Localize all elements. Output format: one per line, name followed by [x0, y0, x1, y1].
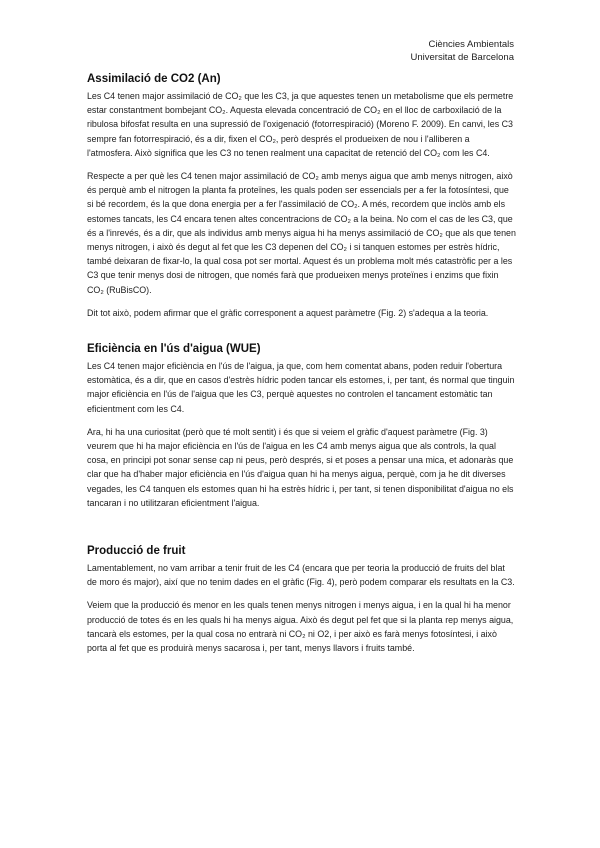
section-co2-assimilation: [87, 72, 517, 320]
document-body: [87, 72, 517, 664]
paragraph: Veiem que la producció és menor en les quals tenen menys nitrogen i menys aigua, i en la qual hi ha menor producció de totes és en les quals hi ha menys aigua. Això és degut pel fet que si la planta rep menys aigua, tancarà els estomes, per la qual cosa no entrarà ni CO₂ ni O2, i per això es farà menys fotosíntesi, i això porta al fet que es produirà menys sacarosa i, per tant, menys llavors i fruits també.: [87, 600, 514, 654]
section-water-use-efficiency: [87, 342, 517, 510]
paragraph: Respecte a per què les C4 tenen major assimilació de CO₂ amb menys aigua que amb menys nitrogen, això és perquè amb el nitrogen la planta fa proteïnes, les quals poden ser essencials per a fer la fotosíntesi, que si bé recordem, és la que dona energia per a fer l'assimilació de CO₂. A més, recordem que inclòs amb els estomes tancats, les C4 encara tenen altes concentracions de CO₂ a la beina. No com el cas de les C3, que és a l'inrevés, és a dir, que als individus amb menys aigua hi ha menys assimilació de CO₂ que als que tenen menys nitrogen, i això és degut al fet que les C3 depenen del CO₂ i si tanquen estomes per estrès hídric, també deixaran de fixar-lo, la qual cosa pot ser mortal. Aquest és un problema molt més catastròfic per a les C3 que tenir menys dosi de nitrogen, que només farà que produeixen menys proteïnes i enzims que fixin CO₂ (RuBisCO).: [87, 171, 516, 295]
paragraph: Lamentablement, no vam arribar a tenir fruit de les C4 (encara que per teoria la producció de fruits del blat de moro és major), així que no tenim dades en el gràfic (Fig. 4), però podem comparar els resultats en la C3.: [87, 563, 515, 588]
paragraph: Dit tot això, podem afirmar que el gràfic corresponent a aquest paràmetre (Fig. 2) s'adequa a la teoria.: [87, 307, 489, 318]
page-header: [411, 38, 515, 64]
header-university: Universitat de Barcelona: [410, 52, 514, 63]
paragraph: Les C4 tenen major eficiència en l'ús de l'aigua, ja que, com hem comentat abans, poden reduir l'obertura estomàtica, és a dir, que en casos d'estrès hídric poden tancar els estomes, i, per tant, és normal que tinguin major eficiència en l'ús de l'aigua que les C3, perquè aquestes no controlen el tancament estomàtic tan eficientment com les C4.: [87, 361, 515, 414]
paragraph: Les C4 tenen major assimilació de CO₂ que les C3, ja que aquestes tenen un metabolisme que els permetre estar constantment bombejant CO₂. Aquesta elevada concentració de CO₂ en el lloc de carboxilació de la ribulosa bifosfat resulta en una supressió de l'oxigenació (fotorrespiració) (Moreno F. 2009). En canvi, les C3 sempre fan fotorrespiració, és a dir, fixen el CO₂, però després el produeixen de nou i l'alliberen a l'atmosfera. Això significa que les C3 no tenen realment una capacitat de retenció del CO₂ com les C4.: [87, 91, 514, 158]
paragraph: Ara, hi ha una curiositat (però que té molt sentit) i és que si veiem el gràfic d'aquest paràmetre (Fig. 3) veurem que hi ha major eficiència en l'ús de l'aigua en les C4 amb menys aigua que als controls, la qual cosa, en principi pot sonar sense cap ni peus, però després, si et poses a pensar una mica, et adonaràs que clar que ha d'haber major eficiència en l'ús d'aigua quan hi ha menys aigua, perquè, com ja he dit diverses vegades, les C4 tanquen els estomes quan hi ha estrès hídric i, per tant, si tenen disponibilitat d'aigua no els tancaran i no utilitzaran eficientment l'aigua.: [87, 426, 514, 508]
header-department: Ciències Ambientals: [428, 39, 514, 50]
section-title: Assimilació de CO2 (An): [87, 73, 221, 85]
section-title: Eficiència en l'ús d'aigua (WUE): [87, 343, 261, 356]
section-title: Producció de fruit: [87, 545, 186, 558]
section-fruit-production: [87, 544, 517, 655]
